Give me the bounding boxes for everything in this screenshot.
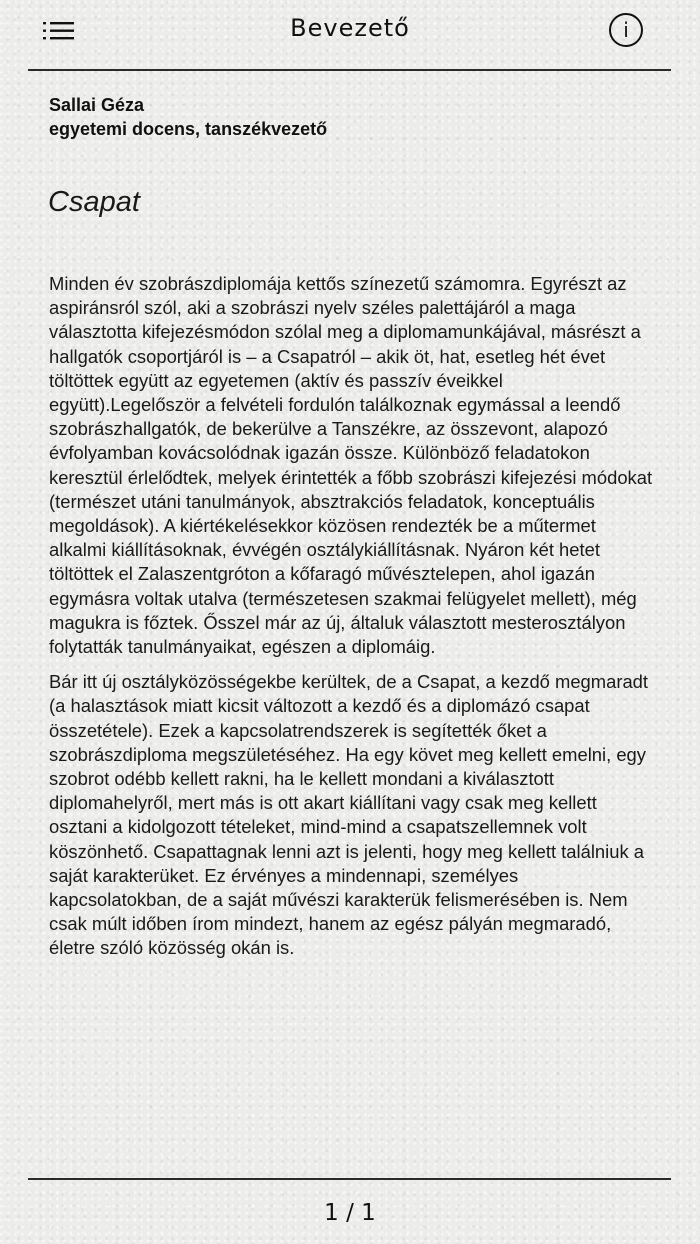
section-title: Csapat [48,186,140,218]
paragraph: Minden év szobrászdiplomája kettős színezetű számomra. Egyrészt az aspiránsról szól, aki a szobrászi nyelv széles palettájáról a maga választotta kifejezésmódon szólal meg a diplomamunkájával, másrészt a hallgatók csoportjáról is – a Csapatról – akik öt, hat, esetleg hét évet töltöttek együtt az egyetemen (aktív és passzív éveikkel együtt).Legelőször a felvételi fordulón találkoznak egymással a leendő szobrászhallgatók, de bekerülve a Tanszékre, az összevont, alapozó évfolyamban kovácsolódnak igazán össze. Különböző feladatokon keresztül érlelődtek, melyek érintették a főbb szobrászi kifejezési módokat (természet utáni tanulmányok, absztrakciós feladatok, konceptuális megoldások). A kiértékelésekkor közösen rendezték be a műtermet alkalmi kiállításoknak, évvégén osztálykiállításnak. Nyáron két hetet töltöttek el Zalaszentgróton a kőfaragó művésztelepen, ahol igazán egymásra voltak utalva (természetesen szakmai felügyelet mellett), még magukra is főztek. Ősszel már az új, általuk választott mesterosztályon folytatták tanulmányaikat, egészen a diplomáig. [49,273,653,658]
header-divider [28,69,671,71]
paragraph: Bár itt új osztályközösségekbe kerültek, de a Csapat, a kezdő megmaradt (a halasztások miatt kicsit változott a kezdő és a diplomázó csapat összetétele). Ezek a kapcsolatrendszerek is segítették őket a szobrászdiploma megszületéséhez. Ha egy követ meg kellett emelni, egy szobrot odébb kellett rakni, ha le kellett mondani a kiválasztott diplomahelyről, mert más is ott akart kiállítani vagy csak meg kellett osztani a kidolgozott tételeket, mind-mind a csapatszellemnek volt köszönhető. Csapattagnak lenni azt is jelenti, hogy meg kellett találniuk a saját karakterüket. Ez érvényes a mindennapi, személyes kapcsolatokban, de a saját művészi karakterük felismerésében is. Nem csak múlt időben írom mindezt, hanem az egész pályán megmaradó, életre szóló közösség okán is. [49,671,649,959]
info-icon[interactable] [609,13,643,47]
article-body [49,272,655,972]
page-indicator: 1 / 1 [324,1200,376,1226]
page-title: Bevezető [290,14,410,42]
info-glyph: i [623,18,629,42]
author-block [49,93,659,141]
author-name: Sallai Géza [49,95,145,115]
footer-divider [28,1178,671,1180]
top-bar [0,0,700,70]
author-role: egyetemi docens, tanszékvezető [49,119,328,139]
